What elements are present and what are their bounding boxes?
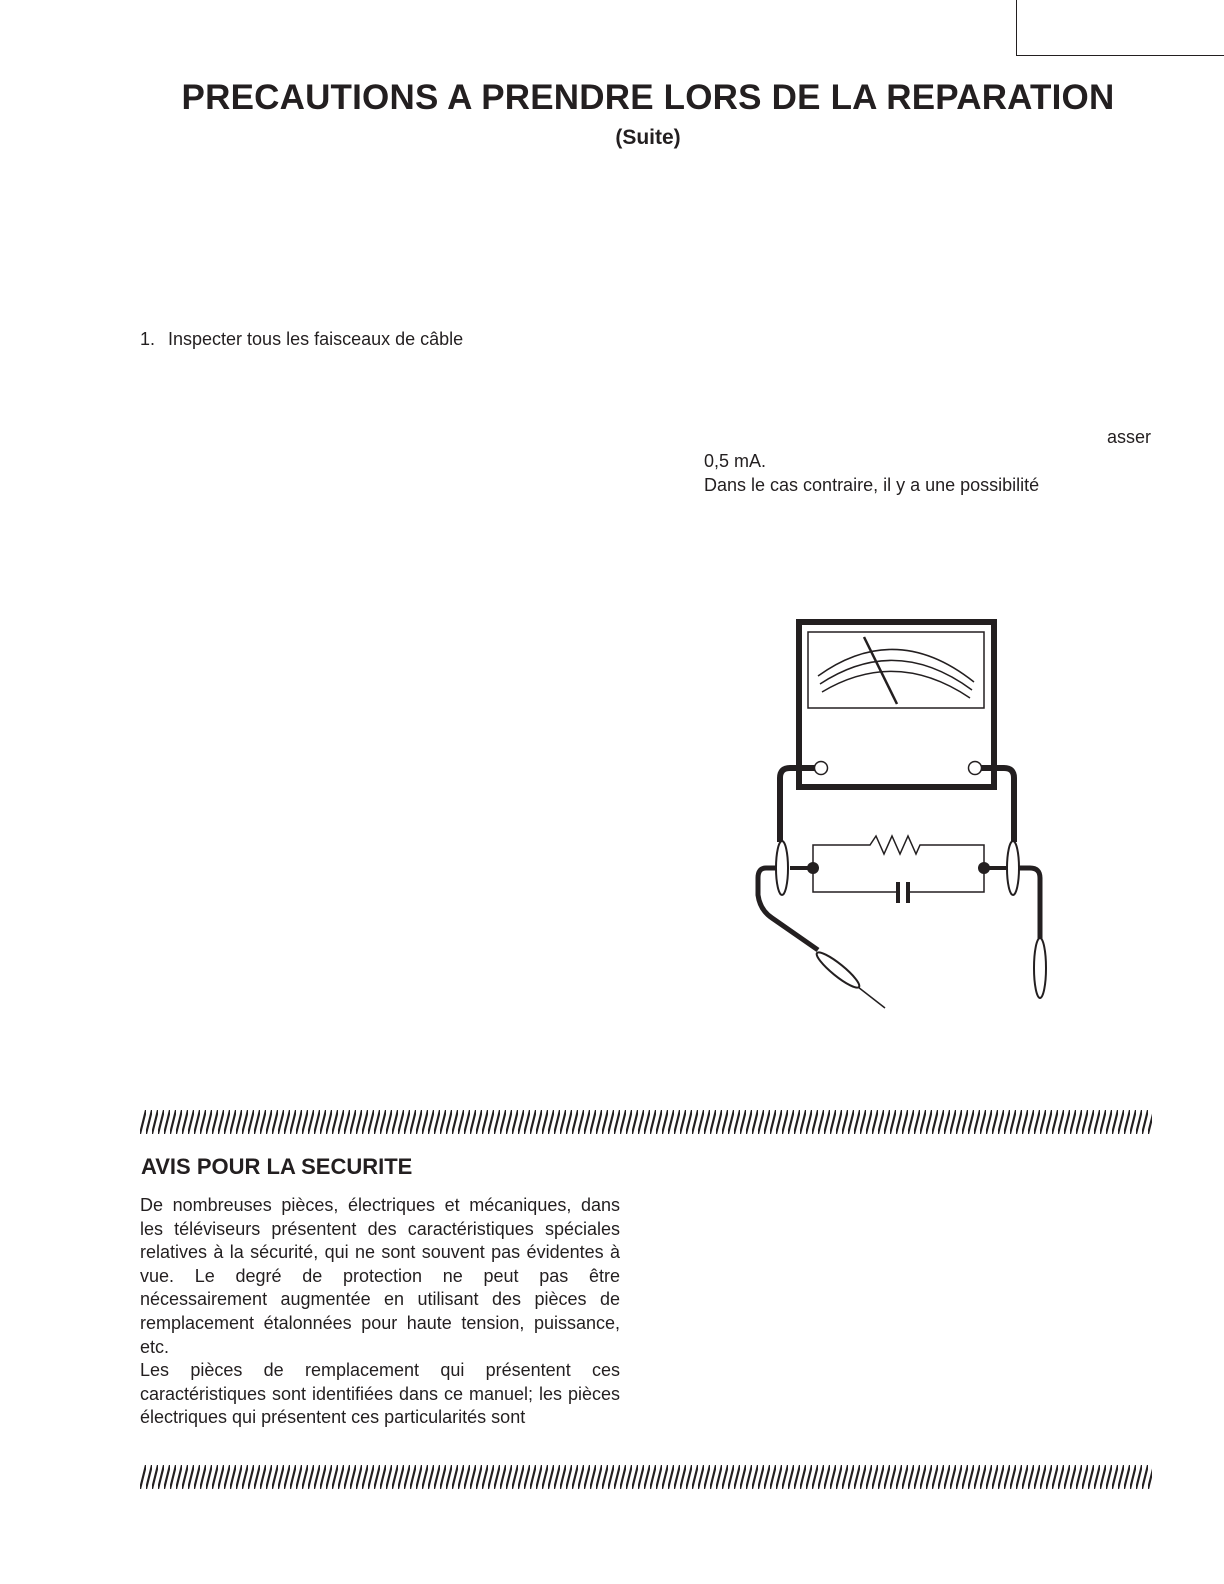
leakage-current-meter-diagram: [740, 610, 1060, 1020]
inspection-item-number: 1.: [140, 329, 156, 349]
right-probe-cable: [1019, 868, 1040, 940]
hatched-divider-bottom: [140, 1465, 1152, 1489]
safety-paragraph-2: Les pièces de remplacement qui présentent ces caractéristiques sont identifiées dans ce manuel; les pièces électriques qui présentent ces particularités sont: [140, 1360, 620, 1428]
safety-paragraph-1: De nombreuses pièces, électriques et mécaniques, dans les téléviseurs présentent des caractéristiques spéciales relatives à la sécurité, qui ne sont souvent pas évidentes à vue. Le degré de protection ne peut pas être nécessairement augmentée en utilisant des pièces de remplacement étalonnées pour haute tension, puissance, etc.: [140, 1195, 620, 1357]
leakage-otherwise-text: Dans le cas contraire, il y a une possibilité: [704, 475, 1040, 495]
inspection-item: [140, 329, 463, 350]
left-terminal: [815, 762, 828, 775]
leakage-text-fragment: asser: [1107, 427, 1152, 447]
right-terminal: [969, 762, 982, 775]
left-probe-tip: [858, 987, 885, 1008]
hatched-divider-top: [140, 1110, 1152, 1134]
resistor-branch: [813, 836, 984, 868]
right-junction-dot: [978, 862, 990, 874]
safety-body: [140, 1194, 620, 1430]
inspection-item-text: Inspecter tous les faisceaux de câble: [168, 329, 464, 349]
leakage-limit-text: 0,5 mA.: [704, 451, 767, 471]
right-clip: [1007, 841, 1019, 895]
page-corner-box: [1016, 0, 1224, 56]
meter-needle: [864, 637, 897, 704]
page-title: PRECAUTIONS A PRENDRE LORS DE LA REPARATION: [181, 78, 1115, 117]
left-clip: [776, 841, 788, 895]
safety-heading: AVIS POUR LA SECURITE: [141, 1154, 413, 1179]
left-junction-dot: [807, 862, 819, 874]
page-subtitle: (Suite): [615, 126, 681, 149]
right-probe-handle: [1034, 938, 1046, 998]
left-probe-handle: [813, 948, 863, 991]
meter-housing: [799, 622, 994, 787]
